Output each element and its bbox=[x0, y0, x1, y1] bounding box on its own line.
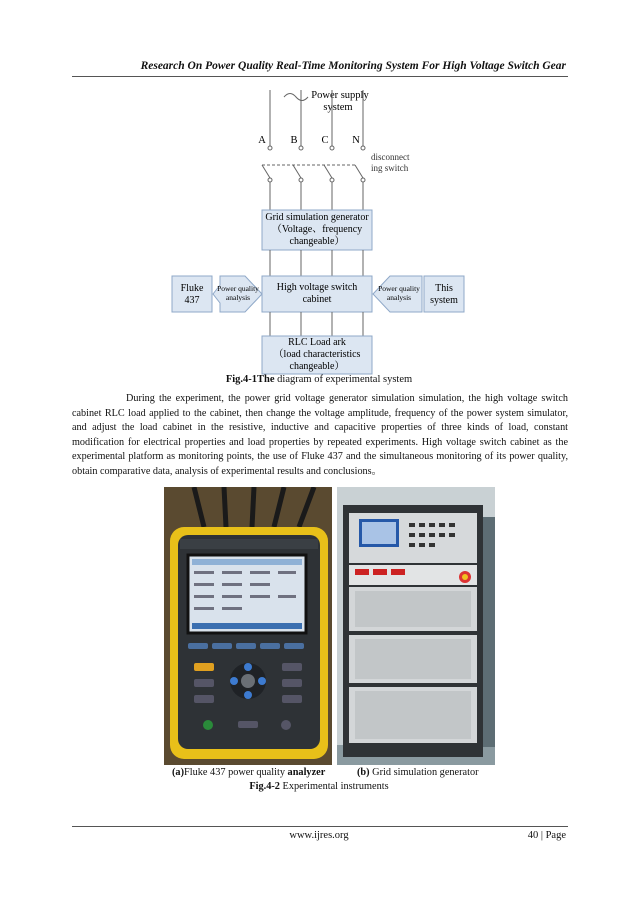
fluke-437-photo bbox=[164, 487, 332, 765]
this-system-box bbox=[424, 276, 464, 312]
hv-label-1: High voltage switch bbox=[276, 282, 358, 293]
grid-gen-label-1: Grid simulation generator bbox=[265, 212, 369, 223]
subcaption-a-bold: analyzer bbox=[287, 767, 326, 778]
figure-2-caption-text: Experimental instruments bbox=[279, 781, 389, 792]
footer-page-number: 40 | Page bbox=[527, 830, 566, 841]
phase-label-b: B bbox=[290, 135, 298, 146]
phase-label-n: N bbox=[352, 135, 360, 146]
power-supply-label-2: system bbox=[323, 102, 353, 113]
pq-right-label-1: Power quality bbox=[378, 284, 420, 293]
switch-label: disconnect bbox=[371, 152, 410, 162]
system-diagram bbox=[0, 80, 638, 375]
connector-lines-lower bbox=[270, 312, 363, 336]
header-rule bbox=[72, 76, 568, 77]
subcaption-b bbox=[357, 767, 479, 778]
fluke-box bbox=[172, 276, 212, 312]
phase-label-c: C bbox=[321, 135, 329, 146]
subcaption-a bbox=[172, 767, 325, 778]
figure-2-label: Fig.4-2 bbox=[249, 781, 280, 792]
running-header: Research On Power Quality Real-Time Monitoring System For High Voltage Switch Gear bbox=[140, 60, 566, 72]
fluke-label-1: Fluke bbox=[180, 283, 204, 294]
switch-label-2: ing switch bbox=[371, 163, 409, 173]
footer-url: www.ijres.org bbox=[289, 830, 349, 841]
this-label-1: This bbox=[435, 283, 453, 294]
pq-left-label-1: Power quality bbox=[217, 284, 259, 293]
disconnecting-switch bbox=[262, 165, 365, 210]
grid-generator-illustration bbox=[337, 487, 495, 765]
grid-gen-label-2: （Voltage、frequency bbox=[271, 224, 363, 235]
body-paragraph: During the experiment, the power grid voltage generator simulation simulation, the high voltage switch cabinet RLC load applied to the cabinet, then change the voltage amplitude, frequency of the power system simulator, and adjust the load cabinet in the resistive, inductive and capacitive properties of three kinds of load, constant modification for electrical properties and load properties by repeated experiments. High voltage switch cabinet as the experimental platform as monitoring points, the use of Fluke 437 and the simultaneous monitoring of its power quality, obtain comparative data, analysis of experimental results and conclusions。 bbox=[72, 393, 568, 477]
figure-2-caption bbox=[0, 781, 638, 792]
subcaption-a-label: (a) bbox=[172, 767, 185, 778]
hv-label-2: cabinet bbox=[302, 294, 332, 305]
subcaption-b-label: (b) bbox=[357, 767, 370, 778]
ac-source-symbol bbox=[284, 94, 308, 101]
fluke-label-2: 437 bbox=[184, 295, 200, 306]
figure-1-caption-text: diagram of experimental system bbox=[274, 374, 413, 385]
fluke-437-illustration bbox=[164, 487, 332, 765]
pq-right-label-2: analysis bbox=[386, 293, 412, 302]
rlc-label-1: RLC Load ark bbox=[288, 337, 346, 348]
rlc-label-2: （load characteristics bbox=[273, 349, 361, 360]
subcaption-a-text: Fluke 437 power quality bbox=[184, 767, 288, 778]
grid-gen-label-3: changeable） bbox=[289, 236, 345, 247]
figure-1-label: Fig.4-1The bbox=[225, 374, 275, 385]
this-label-2: system bbox=[430, 295, 458, 306]
power-supply-label: Power supply bbox=[311, 90, 369, 101]
pq-left-label-2: analysis bbox=[225, 293, 251, 302]
footer-rule bbox=[72, 826, 568, 827]
figure-1-caption bbox=[0, 374, 638, 385]
subcaption-b-text: Grid simulation generator bbox=[369, 767, 479, 778]
grid-generator-photo bbox=[337, 487, 495, 765]
phase-label-a: A bbox=[258, 135, 266, 146]
connector-lines-middle bbox=[270, 250, 363, 276]
rlc-label-3: changeable） bbox=[289, 361, 345, 372]
